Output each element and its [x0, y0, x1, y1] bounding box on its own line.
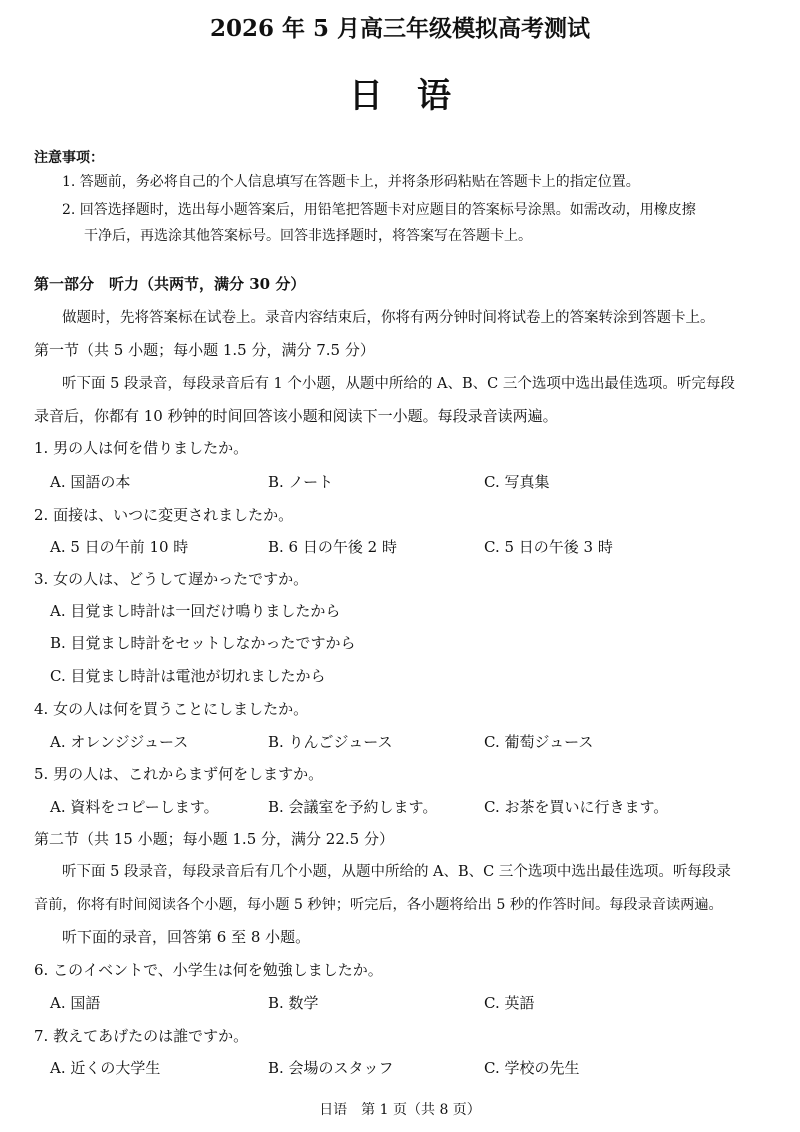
question-3-option-c: C. 目覚まし時計は電池が切れましたから — [50, 667, 326, 685]
subject-title: 日 语 — [349, 76, 451, 116]
question-1-stem: 1. 男の人は何を借りましたか。 — [34, 439, 249, 457]
notice-item-2-line2: 干净后，再选涂其他答案标号。回答非选择题时，将答案写在答题卡上。 — [84, 228, 532, 244]
question-4-stem: 4. 女の人は何を買うことにしましたか。 — [34, 700, 309, 718]
part1-heading: 第一部分 听力（共两节，满分 30 分） — [34, 275, 306, 293]
question-7-option-a: A. 近くの大学生 — [50, 1059, 161, 1077]
question-5-option-b: B. 会議室を予約します。 — [268, 798, 438, 816]
question-4-option-a: A. オレンジジュース — [50, 733, 189, 751]
section2-intro-line2: 音前，你将有时间阅读各个小题，每小题 5 秒钟；听完后，各小题将给出 5 秒的作答时间。每段录音读两遍。 — [34, 897, 723, 913]
question-3-option-a: A. 目覚まし時計は一回だけ鳴りましたから — [50, 602, 341, 620]
question-6-stem: 6. このイベントで、小学生は何を勉強しましたか。 — [34, 961, 383, 979]
question-2-option-a: A. 5 日の午前 10 時 — [50, 538, 189, 556]
notice-heading: 注意事项： — [34, 150, 104, 166]
page-footer: 日语 第 1 页（共 8 页） — [319, 1102, 481, 1118]
section2-heading: 第二节（共 15 小题；每小题 1.5 分，满分 22.5 分） — [34, 830, 394, 848]
section2-group1-instruction: 听下面的录音，回答第 6 至 8 小题。 — [62, 928, 311, 946]
notice-item-1: 1. 答题前，务必将自己的个人信息填写在答题卡上，并将条形码粘贴在答题卡上的指定位置。 — [62, 174, 640, 190]
question-1-option-b: B. ノート — [268, 473, 334, 491]
question-7-option-c: C. 学校の先生 — [484, 1059, 580, 1077]
question-2-option-c: C. 5 日の午後 3 時 — [484, 538, 613, 556]
question-3-stem: 3. 女の人は、どうして遅かったですか。 — [34, 570, 309, 588]
question-4-option-b: B. りんごジュース — [268, 733, 393, 751]
question-7-stem: 7. 教えてあげたのは誰ですか。 — [34, 1027, 249, 1045]
question-1-option-c: C. 写真集 — [484, 473, 550, 491]
exam-title: 2026 年 5 月高三年级模拟高考测试 — [209, 15, 591, 42]
question-7-option-b: B. 会場のスタッフ — [268, 1059, 394, 1077]
part1-intro: 做题时，先将答案标在试卷上。录音内容结束后，你将有两分钟时间将试卷上的答案转涂到答题卡上。 — [62, 310, 715, 326]
section1-intro-line1: 听下面 5 段录音，每段录音后有 1 个小题，从题中所给的 A、B、C 三个选项中选出最佳选项。听完每段 — [62, 376, 735, 392]
question-4-option-c: C. 葡萄ジュース — [484, 733, 594, 751]
section1-intro-line2: 录音后，你都有 10 秒钟的时间回答该小题和阅读下一小题。每段录音读两遍。 — [34, 407, 558, 425]
question-2-stem: 2. 面接は、いつに変更されましたか。 — [34, 506, 294, 524]
question-6-option-a: A. 国語 — [50, 994, 101, 1012]
question-2-option-b: B. 6 日の午後 2 時 — [268, 538, 397, 556]
question-5-stem: 5. 男の人は、これからまず何をしますか。 — [34, 765, 324, 783]
question-6-option-c: C. 英語 — [484, 994, 535, 1012]
notice-item-2-line1: 2. 回答选择题时，选出每小题答案后，用铅笔把答题卡对应题目的答案标号涂黑。如需改动，用橡皮擦 — [62, 202, 696, 218]
section1-heading: 第一节（共 5 小题；每小题 1.5 分，满分 7.5 分） — [34, 341, 375, 359]
question-5-option-c: C. お茶を買いに行きます。 — [484, 798, 669, 816]
question-5-option-a: A. 資料をコピーします。 — [50, 798, 219, 816]
question-1-option-a: A. 国語の本 — [50, 473, 131, 491]
section2-intro-line1: 听下面 5 段录音，每段录音后有几个小题，从题中所给的 A、B、C 三个选项中选出最佳选项。听每段录 — [62, 864, 731, 880]
question-3-option-b: B. 目覚まし時計をセットしなかったですから — [50, 634, 356, 652]
question-6-option-b: B. 数学 — [268, 994, 319, 1012]
